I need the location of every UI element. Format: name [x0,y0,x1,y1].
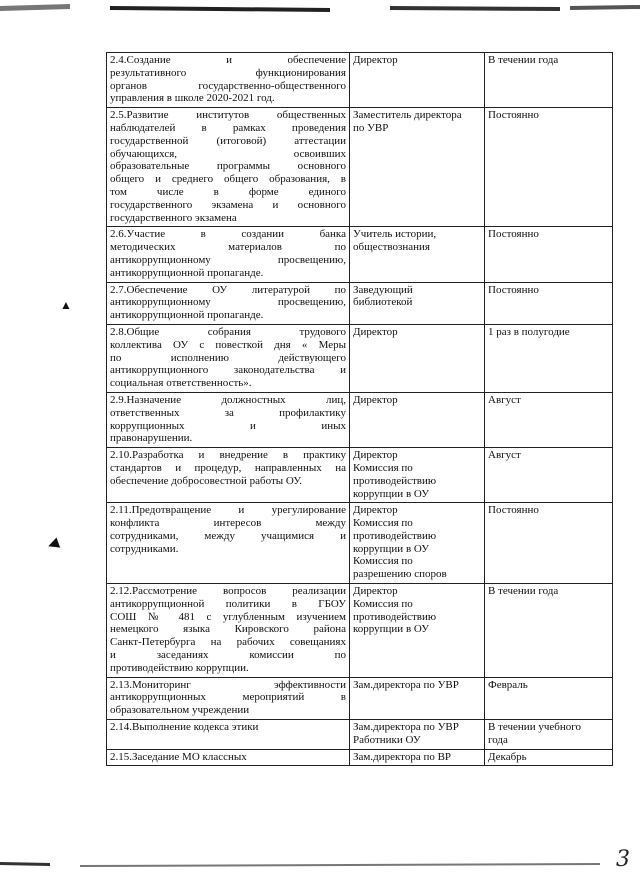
cell-line: антикоррупционной пропаганде. [110,309,264,322]
cell-line: коррупции в ОУ [353,623,429,636]
term-cell [485,108,613,227]
cell-line: государственного экзамена [110,211,237,224]
cell-line: коррупционных и иных [110,419,346,432]
cell-line: государственной (итоговой) аттестации [110,134,346,147]
cell-line: антикоррупционных мероприятий в [110,691,346,704]
cell-line: Директор [353,504,398,517]
cell-line: 2.6.Участие в создании банка [110,228,346,241]
cell-line: Декабрь [488,750,527,763]
table-row [107,392,613,447]
cell-line: Директор [353,393,398,406]
table-row [107,108,613,227]
cell-line: противодействию [353,474,437,487]
cell-line: 2.9.Назначение должностных лиц, [110,393,346,406]
cell-line: ответственных за профилактику [110,406,346,419]
margin-mark: ▲ [60,298,72,312]
cell-line: стандартов и процедур, направленных на [110,461,346,474]
cell-line: Директор [353,325,398,338]
cell-line: Зам.директора по УВР [353,721,459,734]
term-cell [485,448,613,503]
term-cell [485,584,613,678]
action-cell [107,108,350,227]
cell-line: Февраль [488,678,528,691]
activity-plan-table [106,52,613,766]
table-row [107,677,613,719]
cell-line: 2.7.Обеспечение ОУ литературой по [110,283,346,296]
action-cell [107,227,350,282]
cell-line: В течении года [488,54,559,66]
responsible-cell [350,503,485,584]
cell-line: обществознания [353,241,430,254]
cell-line: Учитель истории, [353,228,437,241]
scan-artifact-top [0,0,640,20]
cell-line: наблюдателей в рамках проведения [110,121,346,134]
action-cell [107,53,350,108]
term-cell [485,324,613,392]
action-cell [107,324,350,392]
cell-line: Директор [353,449,398,462]
cell-line: В течении учебного [488,721,581,734]
action-cell [107,282,350,324]
cell-line: разрешению споров [353,568,447,581]
page-number: 3 [616,847,630,872]
table-row [107,324,613,392]
term-cell [485,227,613,282]
cell-line: органов государственно-общественного [110,79,346,92]
cell-line: Санкт-Петербурга на рабочих совещаниях [110,636,346,649]
cell-line: немецкого языка Кировского района [110,623,346,636]
cell-line: по УВР [353,121,389,134]
table-row [107,503,613,584]
table-row [107,720,613,750]
responsible-cell [350,720,485,750]
cell-line: СОШ № 481 с углубленным изучением [110,610,346,623]
term-cell [485,503,613,584]
cell-line: государственного экзамена и основного [110,198,346,211]
cell-line: Август [488,449,521,462]
cell-line: коррупции в ОУ [353,542,429,555]
responsible-cell [350,584,485,678]
cell-line: противодействию [353,529,437,542]
cell-line: антикоррупционной пропаганде. [110,266,264,279]
cell-line: 2.4.Создание и обеспечение [110,54,346,66]
cell-line: том числе в форме единого [110,185,346,198]
action-cell [107,448,350,503]
cell-line: В течении года [488,585,559,598]
cell-line: методических материалов по [110,241,346,254]
cell-line: обучающихся, освоивших [110,147,346,160]
action-cell [107,503,350,584]
cell-line: общего и среднего общего образования, в [110,173,346,186]
margin-mark: ◀ [45,535,62,554]
responsible-cell [350,227,485,282]
cell-line: Заведующий [353,283,413,296]
action-cell [107,392,350,447]
cell-line: антикоррупционному просвещению, [110,253,346,266]
cell-line: противодействию коррупции. [110,661,249,674]
term-cell [485,749,613,766]
cell-line: Заместитель директора [353,109,462,122]
table-row [107,282,613,324]
term-cell [485,392,613,447]
cell-line: Комиссия по [353,597,413,610]
responsible-cell [350,392,485,447]
cell-line: Комиссия по [353,461,413,474]
cell-line: Постоянно [488,228,539,241]
cell-line: конфликта интересов между [110,517,346,530]
cell-line: Комиссия по [353,517,413,530]
cell-line: обеспечение добросовестной работы ОУ. [110,474,303,487]
responsible-cell [350,282,485,324]
table-row [107,749,613,766]
cell-line: Постоянно [488,283,539,296]
cell-line: Комиссия по [353,555,413,568]
cell-line: года [488,733,508,746]
cell-line: Постоянно [488,504,539,517]
cell-line: 2.8.Общие собрания трудового [110,325,346,338]
cell-line: библиотекой [353,296,413,309]
cell-line: управления в школе 2020-2021 год. [110,92,275,105]
cell-line: 1 раз в полугодие [488,325,570,338]
cell-line: 2.13.Мониторинг эффективности [110,678,346,691]
cell-line: образовательные программы основного [110,160,346,173]
term-cell [485,282,613,324]
cell-line: коллектива ОУ с повесткой дня « Меры [110,338,346,351]
cell-line: коррупции в ОУ [353,487,429,500]
table-row [107,53,613,108]
scan-artifact-bottom [0,848,640,878]
cell-line: социальная ответственность». [110,377,252,390]
action-cell [107,584,350,678]
cell-line: сотрудниками. [110,542,179,555]
cell-line: правонарушении. [110,432,193,445]
term-cell [485,53,613,108]
table-row [107,584,613,678]
cell-line: Август [488,393,521,406]
cell-line: Постоянно [488,109,539,122]
cell-line: Работники ОУ [353,733,421,746]
cell-line: антикоррупционного законодательства и [110,364,346,377]
term-cell [485,720,613,750]
cell-line: противодействию [353,610,437,623]
term-cell [485,677,613,719]
cell-line: сотрудниками, между учащимися и [110,529,346,542]
cell-line: 2.5.Развитие институтов общественных [110,109,346,122]
cell-line: 2.11.Предотвращение и урегулирование [110,504,346,517]
action-cell [107,749,350,766]
cell-line: Зам.директора по ВР [353,750,452,763]
cell-line: 2.12.Рассмотрение вопросов реализации [110,585,346,598]
table-row [107,448,613,503]
responsible-cell [350,448,485,503]
responsible-cell [350,677,485,719]
cell-line: Зам.директора по УВР [353,678,459,691]
table-row [107,227,613,282]
responsible-cell [350,108,485,227]
cell-line: 2.15.Заседание МО классных [110,750,247,763]
responsible-cell [350,324,485,392]
cell-line: образовательном учреждении [110,704,250,717]
cell-line: антикоррупционной политики в ГБОУ [110,597,346,610]
cell-line: 2.10.Разработка и внедрение в практику [110,449,346,462]
responsible-cell [350,749,485,766]
cell-line: и заседаниях комиссии по [110,649,346,662]
cell-line: 2.14.Выполнение кодекса этики [110,721,259,734]
cell-line: по исполнению действующего [110,351,346,364]
action-cell [107,677,350,719]
cell-line: антикоррупционному просвещению, [110,296,346,309]
responsible-cell [350,53,485,108]
cell-line: Директор [353,54,398,66]
action-cell [107,720,350,750]
cell-line: результативного функционирования [110,66,346,79]
cell-line: Директор [353,585,398,598]
